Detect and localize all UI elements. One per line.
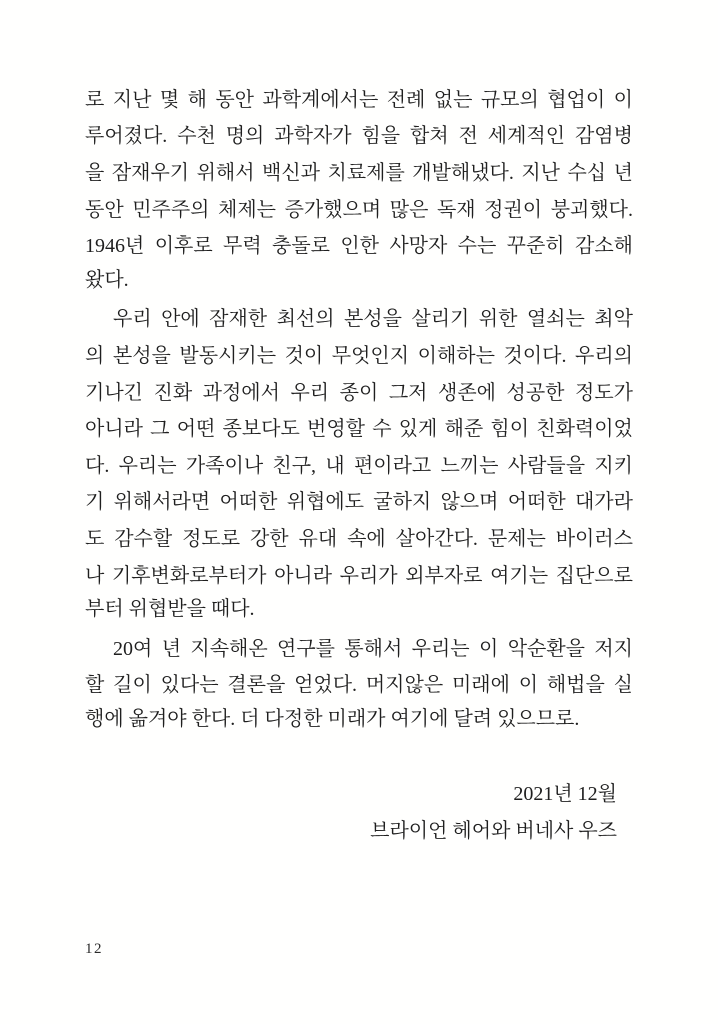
word: 루어졌다. — [85, 125, 168, 148]
word: 미래에 — [451, 674, 510, 697]
word: 수는 — [457, 235, 497, 258]
word: 감염병 — [574, 125, 633, 148]
text-line — [85, 628, 633, 665]
word: 생존에 — [438, 381, 496, 404]
word: 그저 — [388, 381, 428, 404]
text-line — [85, 665, 633, 702]
word: 이 — [479, 637, 499, 660]
word: 이후로 — [154, 235, 213, 258]
word: 감소해 — [575, 235, 633, 258]
word: 이해하는 — [417, 344, 495, 367]
word: 속에 — [347, 527, 386, 550]
word: 도 — [85, 527, 105, 550]
word: 붕괴했다. — [550, 198, 633, 221]
word: 의 — [85, 344, 105, 367]
word: 위한 — [478, 308, 518, 331]
word: 꾸준히 — [506, 235, 565, 258]
word: 충돌로 — [272, 235, 330, 258]
word: 연구를 — [277, 637, 335, 660]
word: 대가라 — [574, 491, 633, 514]
word: 잠재한 — [209, 308, 268, 331]
word: 동안 — [215, 88, 254, 111]
page-number: 12 — [85, 941, 103, 957]
word: 종이 — [339, 381, 379, 404]
word: 수 — [372, 418, 392, 441]
word: 진화 — [153, 381, 193, 404]
word: 것이 — [284, 344, 324, 367]
word: 많은 — [389, 198, 429, 221]
word: 감수할 — [114, 527, 173, 550]
word: 친구, — [272, 454, 317, 477]
word: 느끼는 — [440, 454, 499, 477]
word: 악순환을 — [507, 637, 585, 660]
word: 살리기 — [411, 308, 470, 331]
word: 민주주의 — [132, 198, 210, 221]
word: 강한 — [249, 527, 289, 550]
word: 체제는 — [218, 198, 277, 221]
word: 그 — [150, 418, 170, 441]
word: 열쇠는 — [526, 308, 585, 331]
word: 바이러스 — [555, 527, 633, 550]
word: 할 — [85, 674, 105, 697]
word: 과학자가 — [274, 125, 352, 148]
text-line — [85, 79, 633, 116]
word: 지난 — [112, 88, 152, 111]
word: 년 — [613, 161, 633, 184]
word: 결론을 — [227, 674, 286, 697]
word: 있게 — [398, 418, 438, 441]
word: 어떠한 — [219, 491, 278, 514]
word: 가족이나 — [185, 454, 264, 477]
text-line — [85, 555, 633, 592]
text-line — [85, 335, 633, 372]
text-line — [85, 152, 633, 189]
signature-date: 2021년 12월 — [513, 783, 617, 805]
word: 기 — [85, 491, 105, 514]
word: 치료제를 — [327, 161, 405, 184]
word: 우리 — [113, 308, 152, 331]
word: 친화력이었 — [536, 418, 633, 441]
word: 무력 — [223, 235, 262, 258]
text-line — [85, 189, 633, 226]
word: 성공한 — [506, 381, 565, 404]
word: 1946년 — [85, 235, 145, 258]
body-text — [85, 79, 633, 738]
word: 편이라고 — [353, 454, 432, 477]
word: 명의 — [225, 125, 265, 148]
word: 지키 — [594, 454, 633, 477]
word: 협업이 — [547, 88, 606, 111]
text-line — [85, 518, 633, 555]
word: 번영할 — [307, 418, 365, 441]
word: 통해서 — [344, 637, 403, 660]
word: 아니라 — [85, 418, 143, 441]
text-line: 부터 위협받을 때다. — [85, 598, 255, 621]
text-line — [85, 225, 633, 262]
word: 지속해온 — [190, 637, 268, 660]
text-line — [85, 299, 633, 336]
word: 살아간다. — [395, 527, 478, 550]
word: 지난 — [521, 161, 560, 184]
word: 과학계에서는 — [262, 88, 379, 111]
word: 어떤 — [176, 418, 216, 441]
word: 사망자 — [389, 235, 448, 258]
word: 동안 — [85, 198, 124, 221]
word: 합쳐 — [410, 125, 449, 148]
word: 종보다도 — [222, 418, 300, 441]
word: 본성을 — [343, 308, 402, 331]
word: 수천 — [177, 125, 216, 148]
word: 이 — [518, 674, 539, 697]
word: 우리의 — [575, 344, 633, 367]
text-line: 왔다. — [85, 268, 129, 291]
word: 잠재우기 — [111, 161, 190, 184]
word: 해법을 — [546, 674, 605, 697]
word: 정권이 — [484, 198, 543, 221]
word: 실 — [613, 674, 633, 697]
word: 최선의 — [276, 308, 335, 331]
word: 증가했으며 — [284, 198, 382, 221]
word: 없는 — [433, 88, 473, 111]
word: 않으며 — [440, 491, 499, 514]
word: 우리는 — [118, 454, 177, 477]
word: 우리는 — [411, 637, 470, 660]
word: 위해서라면 — [113, 491, 211, 514]
word: 위협에도 — [286, 491, 364, 514]
word: 세계적인 — [487, 125, 566, 148]
word: 최악 — [594, 308, 633, 331]
signature-authors: 브라이언 헤어와 버네사 우즈 — [370, 819, 617, 842]
word: 기나긴 — [85, 381, 143, 404]
text-line — [85, 116, 633, 153]
word: 해준 — [444, 418, 484, 441]
word: 아니라 — [274, 564, 333, 587]
word: 전 — [458, 125, 478, 148]
text-line — [85, 372, 633, 409]
word: 문제는 — [487, 527, 546, 550]
word: 과정에서 — [202, 381, 280, 404]
word: 수십 — [567, 161, 607, 184]
word: 유대 — [298, 527, 338, 550]
word: 년 — [161, 637, 182, 660]
word: 우리가 — [339, 564, 398, 587]
word: 것이다. — [503, 344, 567, 367]
word: 독재 — [436, 198, 476, 221]
word: 로 — [85, 88, 105, 111]
word: 정도로 — [182, 527, 241, 550]
text-line — [85, 482, 633, 519]
word: 집단으로 — [555, 564, 633, 587]
word: 저지 — [594, 637, 633, 660]
word: 무엇인지 — [331, 344, 410, 367]
text-line — [85, 408, 633, 445]
word: 본성을 — [112, 344, 171, 367]
word: 정도가 — [575, 381, 633, 404]
word: 해 — [187, 88, 207, 111]
word: 발동시키는 — [179, 344, 277, 367]
word: 다. — [85, 454, 110, 477]
word: 내 — [325, 454, 345, 477]
word: 힘이 — [490, 418, 530, 441]
text-line: 행에 옮겨야 한다. 더 다정한 미래가 여기에 달려 있으므로. — [85, 708, 580, 731]
word: 개발해냈다. — [412, 161, 514, 184]
word: 몇 — [159, 88, 180, 111]
word: 전례 — [386, 88, 426, 111]
word: 얻었다. — [294, 674, 358, 697]
word: 안에 — [161, 308, 200, 331]
word: 백신과 — [262, 161, 320, 184]
word: 20여 — [113, 637, 153, 660]
word: 굴하지 — [373, 491, 432, 514]
word: 사람들을 — [507, 454, 586, 477]
word: 우리 — [290, 381, 330, 404]
word: 인한 — [340, 235, 379, 258]
word: 힘을 — [361, 125, 401, 148]
word: 어떠한 — [507, 491, 566, 514]
word: 외부자로 — [405, 564, 483, 587]
word: 나 — [85, 564, 105, 587]
word: 을 — [85, 161, 105, 184]
word: 규모의 — [480, 88, 539, 111]
signature-block — [370, 776, 617, 849]
word: 여기는 — [490, 564, 549, 587]
word: 있다는 — [160, 674, 219, 697]
text-line — [85, 445, 633, 482]
word: 위해서 — [196, 161, 255, 184]
word: 머지않은 — [365, 674, 444, 697]
word: 기후변화로부터가 — [111, 564, 267, 587]
word: 길이 — [113, 674, 152, 697]
word: 이 — [613, 88, 633, 111]
